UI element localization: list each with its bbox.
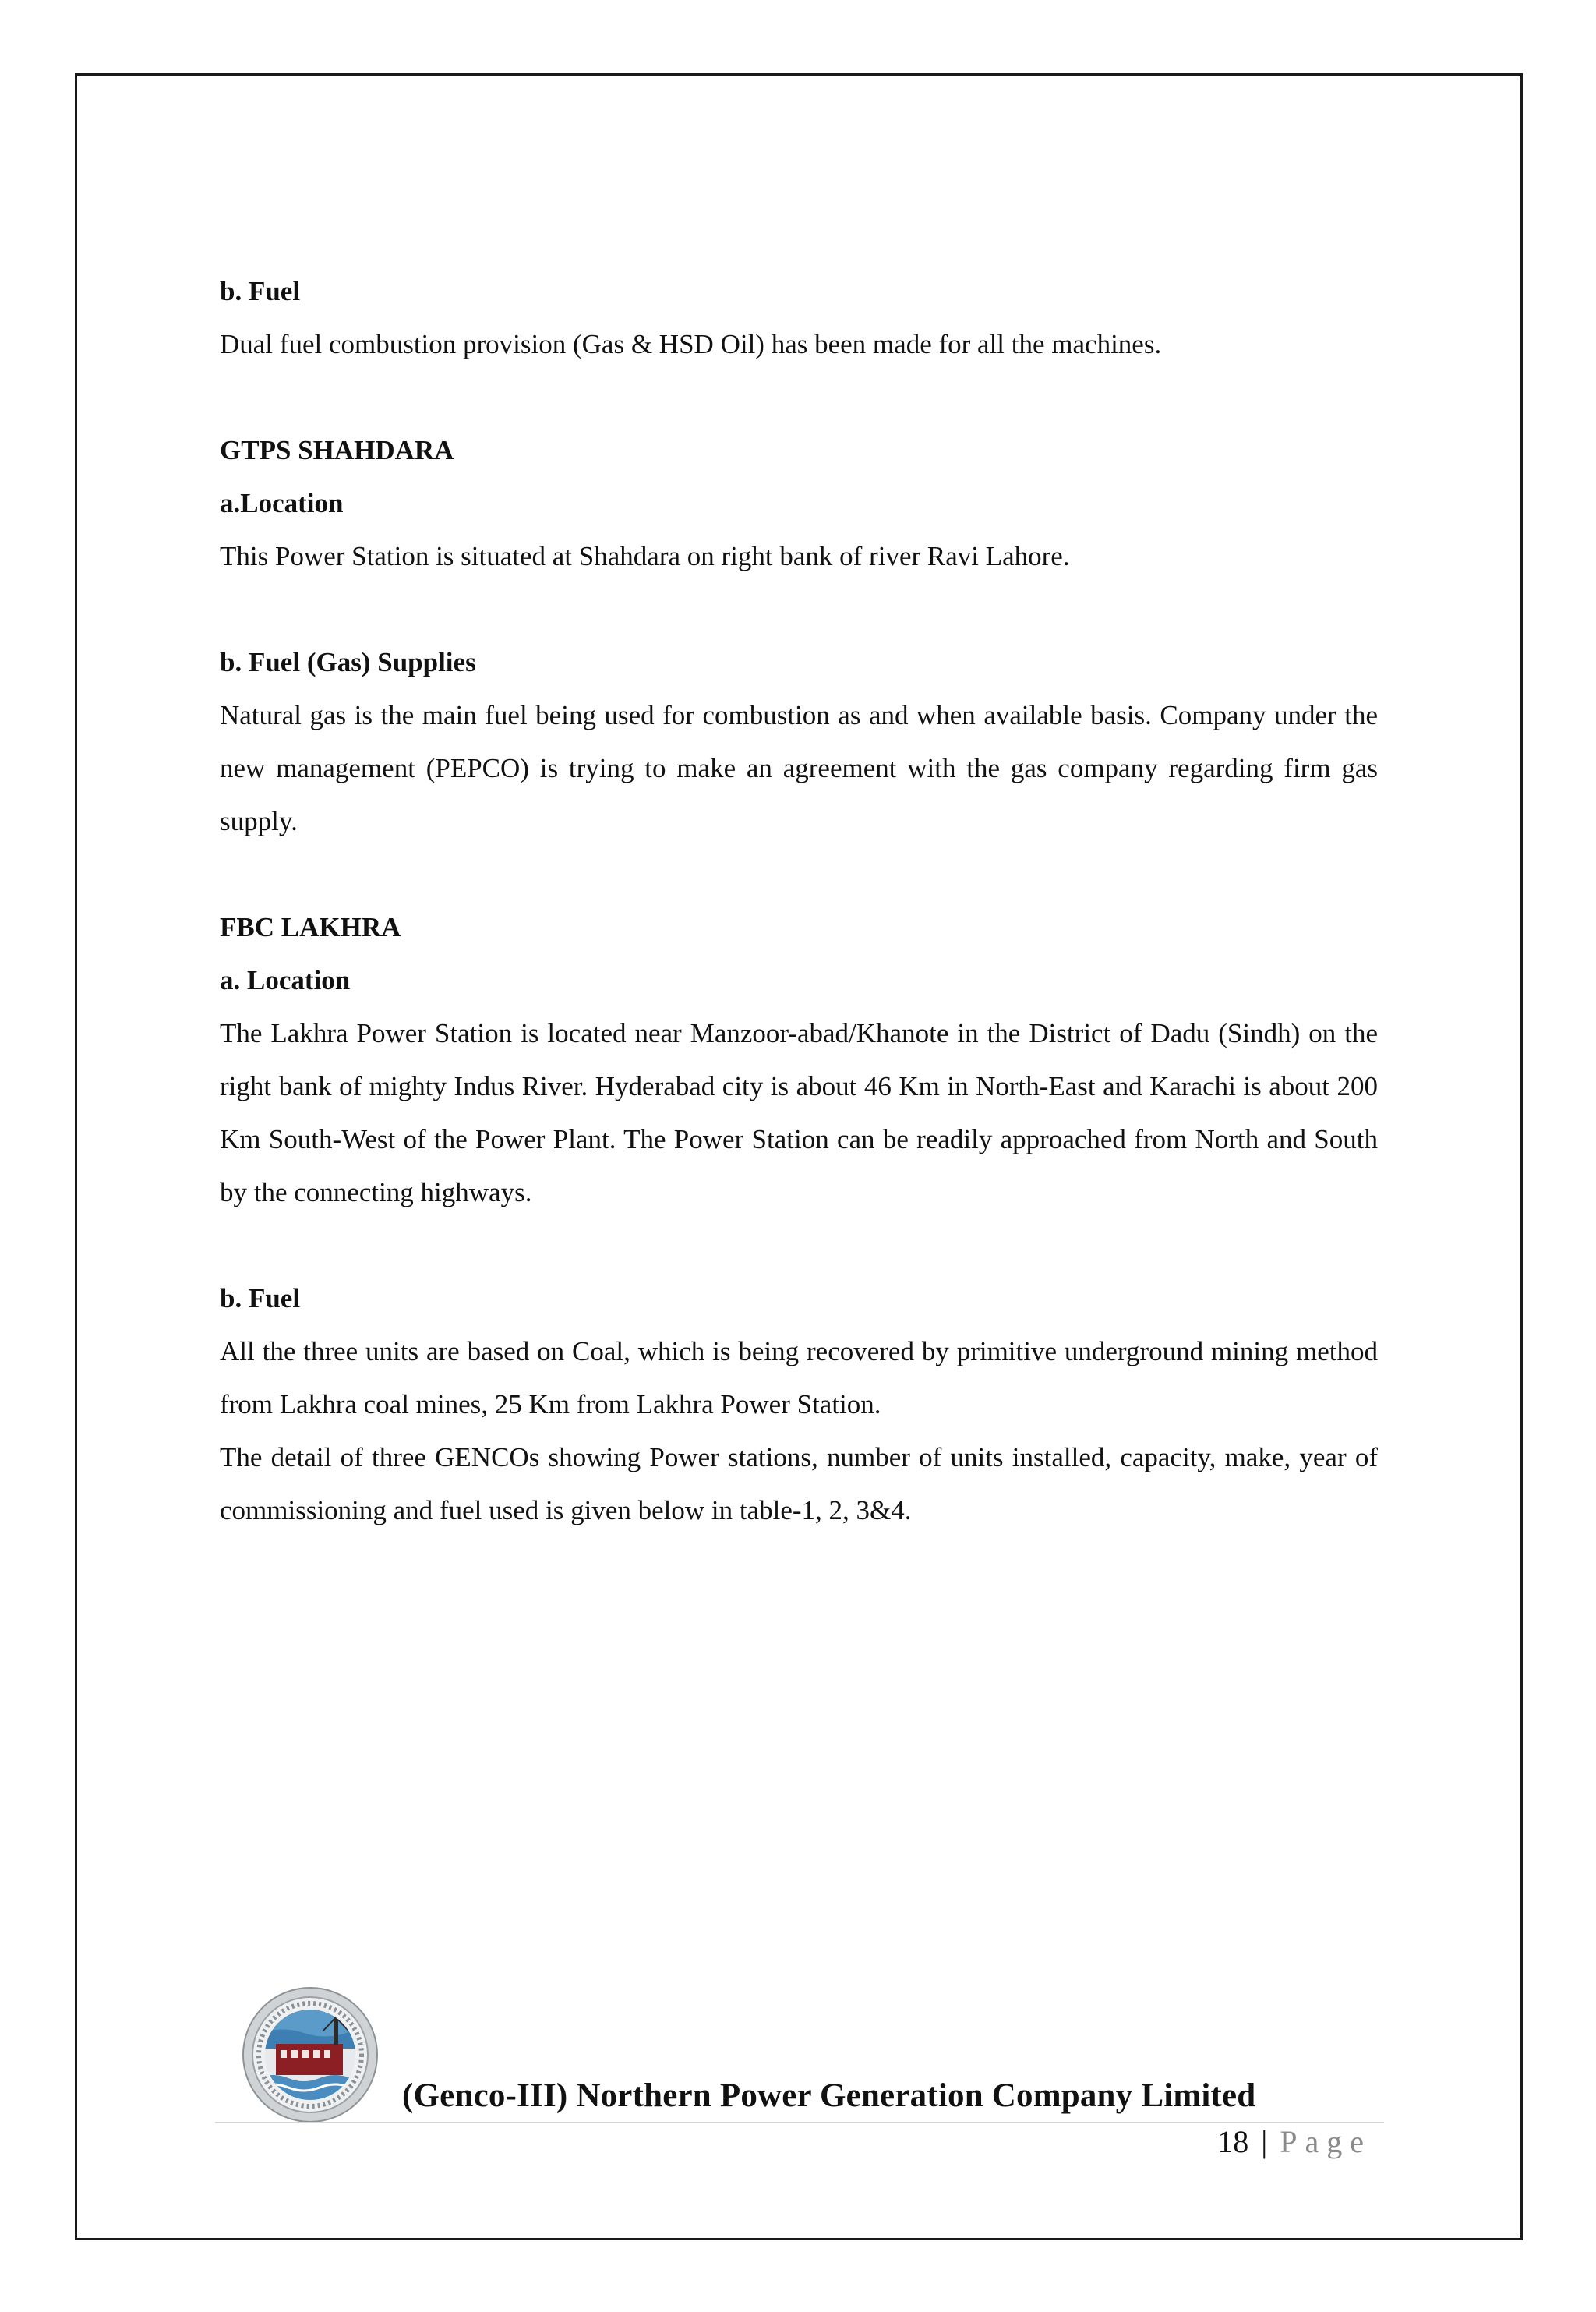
page-number-separator: | <box>1261 2124 1268 2159</box>
page-number-value: 18 <box>1217 2124 1249 2159</box>
page-number <box>1217 2123 1372 2160</box>
section-heading-fuel: b. Fuel <box>220 276 301 306</box>
footer-company-name: (Genco-III) Northern Power Generation Company Limited <box>402 2077 1256 2114</box>
subheading-location-lakhra: a. Location <box>220 965 351 995</box>
section-heading-fbc-lakhra: FBC LAKHRA <box>220 912 401 942</box>
section-heading-fuel-gas-supplies: b. Fuel (Gas) Supplies <box>220 647 476 677</box>
section-heading-fuel-lakhra: b. Fuel <box>220 1283 301 1313</box>
section-paragraph-lakhra-location: The Lakhra Power Station is located near Manzoor-abad/Khanote in the District of Dadu (Sindh) on the right bank of mighty Indus River. Hyderabad city is about 46 Km in North-East and Karachi is about 200 Km South-West of the Power Plant. The Power Station can be readily approached from North and South by the connecting highways. <box>220 1018 1378 1207</box>
document-body <box>220 265 1378 1537</box>
section-heading-gtps-shahdara: GTPS SHAHDARA <box>220 435 454 465</box>
company-seal-logo <box>242 1986 379 2123</box>
section-paragraph-gas-supplies: Natural gas is the main fuel being used for combustion as and when available basis. Company under the new management (PEPCO) is trying to make an agreement with the gas company regarding firm gas supply. <box>220 700 1378 836</box>
section-paragraph-location: This Power Station is situated at Shahdara on right bank of river Ravi Lahore. <box>220 541 1070 571</box>
subheading-location: a.Location <box>220 488 344 518</box>
footer-divider <box>215 2122 1384 2123</box>
section-paragraph-coal: All the three units are based on Coal, which is being recovered by primitive underground mining method from Lakhra coal mines, 25 Km from Lakhra Power Station. <box>220 1336 1378 1419</box>
section-paragraph-genco-detail: The detail of three GENCOs showing Power stations, number of units installed, capacity, make, year of commissioning and fuel used is given below in table-1, 2, 3&4. <box>220 1442 1378 1525</box>
page-label: Page <box>1280 2124 1372 2159</box>
section-paragraph-fuel: Dual fuel combustion provision (Gas & HSD Oil) has been made for all the machines. <box>220 329 1162 359</box>
